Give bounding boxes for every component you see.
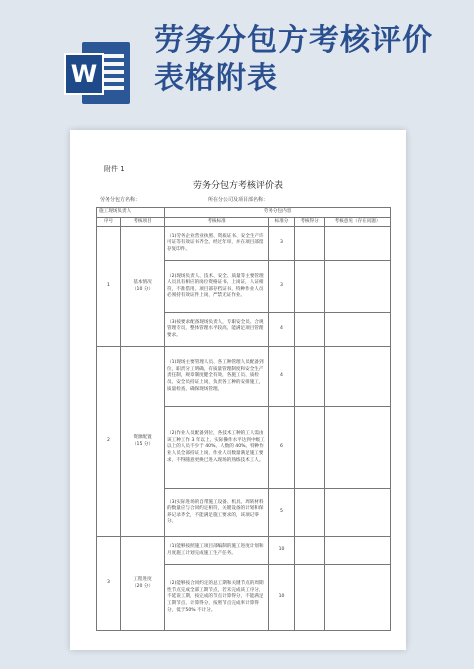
score-cell: 10 [269,537,295,565]
header-seq: 序号 [97,217,121,227]
group-seq: 2 [97,347,121,537]
standard-cell: （2)作业人员配备到位，各技术工种的工人需由该工种工作 3 年以上，实际操作水平达到中级工以上的人员不少于 40%，人数的 40%。特种作业人员全部持证上岗，作业人员数量满足施工要求，不得随意更换已进入现场的熟练技术工人。 [165,407,269,489]
standard-cell: （1)现场主要管理人员、各工种管理人员配备到位，职责分工明确，有质量管理制度和安全生产责任制，规章制度健全有效，各施工员、质检员、安全员持证上岗，负责各工种的安排施工，质量检查，确保现场管理。 [165,347,269,407]
group-item-name: 资源配置 [133,435,152,441]
attachment-label: 附件 1 [104,165,125,173]
site-leader-label: 施工现场负责人 [97,208,165,218]
opinion-cell[interactable] [325,227,391,261]
score-cell: 10 [269,565,295,631]
group-item-points: （20 分） [131,583,154,589]
opinion-cell[interactable] [325,347,391,407]
banner [0,0,474,120]
standard-cell: （3)按要求配备现场负责人，专职安全员、合规管理专员，整体管理水平较高，能满足项目管理要求。 [165,313,269,347]
table-row [97,227,391,261]
header-score: 标准分 [269,217,295,227]
opinion-cell[interactable] [325,261,391,313]
group-item-name: 基本情况 [133,280,152,286]
text-lines-icon [104,54,124,94]
score-cell: 3 [269,261,295,313]
standard-cell: （2)能够按合同约定的总工期和关键节点的周期性节点完成全部工期节点，若未完成该工序分，不延误工期，按完成的节点计算得分，不能满足工期节点，计算得分，按照节点完成率计算得分，低于50% 不计分。 [165,565,269,631]
header-result: 考核得分 [295,217,325,227]
group-item [121,537,165,631]
document-page [70,130,406,650]
header-standard: 考核标准 [165,217,269,227]
opinion-cell[interactable] [325,565,391,631]
opinion-cell[interactable] [325,313,391,347]
project-name-label: 所在分公司及项目部名称： [208,197,269,203]
standard-cell: （2)现场负责人、技术、安全、质量等主要管理人员具有相应的岗位资格证书、上岗证，人证相符，不准借用。项目部存档证书，特种作业人员必须持有效证件上岗，严禁无证作业。 [165,261,269,313]
table-row [97,537,391,565]
group-item-name: 工程进度 [133,577,152,583]
document-title: 劳务分包方考核评价表 [192,181,283,191]
table-header-row [97,217,391,227]
header-item: 考核项目 [121,217,165,227]
group-item [121,227,165,347]
group-item-points: （10 分） [131,286,154,292]
standard-cell: （1)能够按照施工项目部编制的施工进度计划和月度施工计划完成施工生产任务。 [165,537,269,565]
result-cell[interactable] [295,537,325,565]
result-cell[interactable] [295,407,325,489]
result-cell[interactable] [295,227,325,261]
score-cell: 4 [269,313,295,347]
score-cell: 3 [269,227,295,261]
banner-title: 劳务分包方考核评价表格附表 [154,23,433,96]
result-cell[interactable] [295,261,325,313]
opinion-cell[interactable] [325,489,391,537]
evaluation-table [96,207,391,631]
group-seq: 3 [97,537,121,631]
result-cell[interactable] [295,489,325,537]
subcontractor-name-label: 劳务分包方名称： [100,197,141,203]
site-leader-row [97,208,391,218]
result-cell[interactable] [295,347,325,407]
score-cell: 5 [269,489,295,537]
group-seq: 1 [97,227,121,347]
score-cell: 4 [269,347,295,407]
standard-cell: （1)劳务企业营业执照、资质证书、安全生产许可证等有效证书齐全。经过年审，并在项目部留存复印件。 [165,227,269,261]
group-item [121,347,165,537]
opinion-cell[interactable] [325,537,391,565]
content-header: 劳务分包内容 [165,208,391,218]
standard-cell: （3)实际进场的自带施工设备、机具、周转材料的数量应与合同约定相符，关键设备的计划和保养记录齐全，不能满足施工要求的，该项记零分。 [165,489,269,537]
header-opinion: 考核意见（存在问题） [325,217,391,227]
word-document-icon [64,42,136,104]
word-letter-badge: W [64,53,104,95]
result-cell[interactable] [295,565,325,631]
group-item-points: （15 分） [131,441,154,447]
result-cell[interactable] [295,313,325,347]
score-cell: 6 [269,407,295,489]
table-row [97,347,391,407]
opinion-cell[interactable] [325,407,391,489]
